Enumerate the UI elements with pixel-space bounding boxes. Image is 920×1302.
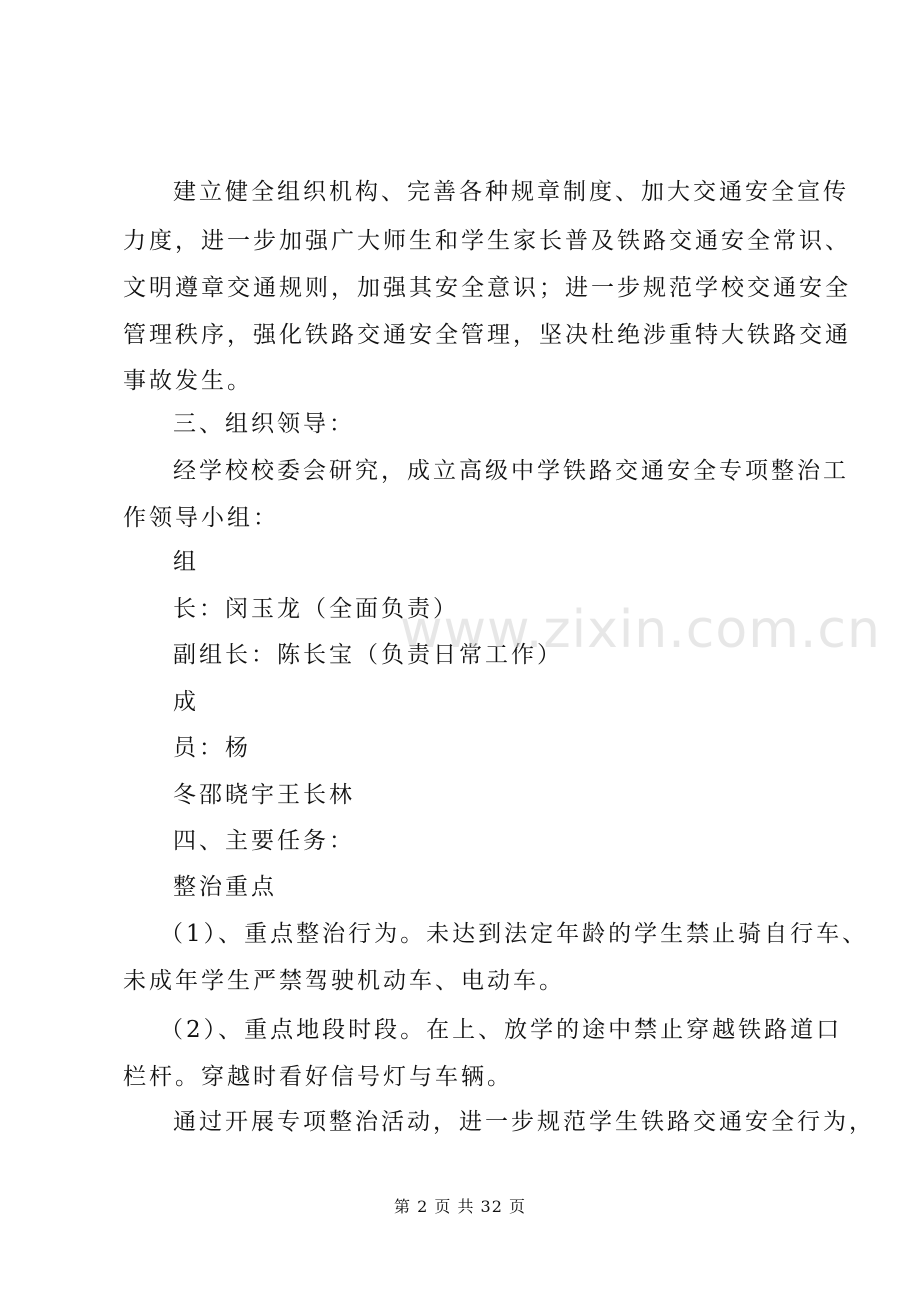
list-item-line: （1）、重点整治行为。未达到法定年龄的学生禁止骑自行车、 <box>160 921 869 947</box>
paragraph-line: 副组长：陈长宝（负责日常工作） <box>173 642 563 668</box>
paragraph-line: 力度，进一步加强广大师生和学生家长普及铁路交通安全常识、 <box>123 228 851 254</box>
watermark: www.zixin.com.cn <box>400 600 881 660</box>
page-footer: 第 2 页 共 32 页 <box>394 1197 526 1216</box>
paragraph-line: 员：杨 <box>173 735 251 761</box>
paragraph-line: 作领导小组： <box>123 505 279 531</box>
section-heading: 四、主要任务： <box>173 828 355 854</box>
paragraph-line: 成 <box>173 689 199 715</box>
paragraph-line: 冬邵晓宇王长林 <box>173 782 355 808</box>
paragraph-line: 事故发生。 <box>123 368 253 394</box>
paragraph-line: 整治重点 <box>173 874 277 900</box>
paragraph-line: 通过开展专项整治活动，进一步规范学生铁路交通安全行为， <box>173 1109 875 1135</box>
paragraph-line: 文明遵章交通规则，加强其安全意识；进一步规范学校交通安全 <box>123 275 851 301</box>
paragraph-line: 建立健全组织机构、完善各种规章制度、加大交通安全宣传 <box>173 179 849 205</box>
paragraph-line: 管理秩序，强化铁路交通安全管理，坚决杜绝涉重特大铁路交通 <box>123 322 851 348</box>
list-item-line: 未成年学生严禁驾驶机动车、电动车。 <box>123 968 565 994</box>
paragraph-line: 长：闵玉龙（全面负责） <box>173 596 459 622</box>
paragraph-line: 经学校校委会研究，成立高级中学铁路交通安全专项整治工 <box>173 458 849 484</box>
list-item-line: 栏杆。穿越时看好信号灯与车辆。 <box>123 1064 513 1090</box>
list-item-line: （2）、重点地段时段。在上、放学的途中禁止穿越铁路道口 <box>160 1017 843 1043</box>
paragraph-line: 组 <box>173 549 199 575</box>
section-heading: 三、组织领导： <box>173 411 355 437</box>
